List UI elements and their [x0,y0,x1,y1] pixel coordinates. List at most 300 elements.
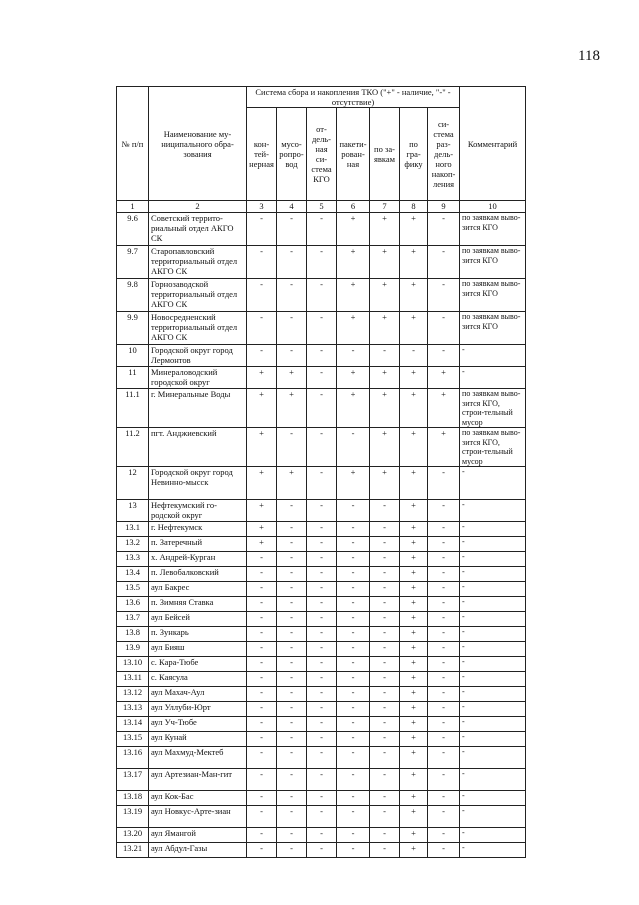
system-flag: + [400,367,428,389]
column-number: 2 [149,201,247,213]
table-row [117,627,526,642]
comment-cell: - [460,345,526,367]
comment-cell: по заявкам выво-зится КГО [460,312,526,345]
system-flag: - [247,769,277,791]
system-flag: - [307,567,337,582]
system-flag: + [400,806,428,828]
table-row [117,213,526,246]
system-flag: - [370,806,400,828]
system-flag: - [277,806,307,828]
system-flag: - [307,345,337,367]
municipality-name: аул Махач-Аул [149,687,247,702]
row-number: 9.8 [117,279,149,312]
system-flag: - [428,312,460,345]
column-numbers-row [117,201,526,213]
system-flag: - [307,552,337,567]
table-row [117,612,526,627]
system-flag: - [428,500,460,522]
municipality-name: п. Зункарь [149,627,247,642]
system-flag: + [370,312,400,345]
column-number: 9 [428,201,460,213]
municipality-name: аул Абдул-Газы [149,843,247,858]
system-flag: - [428,213,460,246]
system-flag: - [277,522,307,537]
row-number: 13.16 [117,747,149,769]
system-flag: + [400,582,428,597]
system-flag: - [277,657,307,672]
system-flag: - [247,642,277,657]
system-flag: - [247,627,277,642]
system-flag: - [370,687,400,702]
municipality-name: Старопавловский территориальный отдел АКГО СК [149,246,247,279]
comment-cell: по заявкам выво-зится КГО [460,213,526,246]
system-flag: + [337,467,370,500]
system-flag: - [247,657,277,672]
system-flag: - [277,791,307,806]
system-flag: - [307,687,337,702]
system-flag: - [277,687,307,702]
system-flag: + [370,246,400,279]
table-row [117,828,526,843]
table-row [117,345,526,367]
comment-cell: - [460,627,526,642]
system-flag: + [400,672,428,687]
system-flag: - [370,597,400,612]
system-flag: - [277,627,307,642]
system-flag: - [428,537,460,552]
municipality-name: г. Нефтекумск [149,522,247,537]
row-number: 13.4 [117,567,149,582]
system-flag: + [400,642,428,657]
comment-cell: - [460,732,526,747]
table-row [117,312,526,345]
system-flag: + [400,702,428,717]
system-flag: - [307,500,337,522]
system-flag: - [370,582,400,597]
municipality-name: Минераловодский городской округ [149,367,247,389]
system-flag: + [337,389,370,428]
municipality-name: Советский террито-риальный отдел АКГО СК [149,213,247,246]
row-number: 13.13 [117,702,149,717]
system-flag: + [400,843,428,858]
row-number: 13.15 [117,732,149,747]
system-flag: - [247,597,277,612]
row-number: 13.14 [117,717,149,732]
row-number: 13.20 [117,828,149,843]
system-flag: - [307,279,337,312]
row-number: 11.2 [117,428,149,467]
system-flag: + [400,717,428,732]
system-flag: - [277,552,307,567]
system-flag: - [428,732,460,747]
table-row [117,732,526,747]
row-number: 13.18 [117,791,149,806]
comment-cell: - [460,582,526,597]
column-number: 5 [307,201,337,213]
system-flag: + [370,279,400,312]
system-flag: - [428,828,460,843]
municipality-name: п. Зимняя Ставка [149,597,247,612]
comment-cell: - [460,791,526,806]
system-flag: - [428,582,460,597]
municipality-name: г. Минеральные Воды [149,389,247,428]
system-flag: - [428,672,460,687]
system-flag: - [370,769,400,791]
system-flag: - [370,657,400,672]
system-flag: - [307,806,337,828]
system-flag: + [337,312,370,345]
system-flag: - [428,687,460,702]
system-flag: - [247,552,277,567]
header-num: № п/п [117,87,149,201]
system-flag: - [247,702,277,717]
system-flag: - [337,627,370,642]
system-flag: - [307,769,337,791]
system-flag: - [337,612,370,627]
comment-cell: - [460,500,526,522]
system-flag: - [277,246,307,279]
system-flag: - [277,769,307,791]
comment-cell: - [460,552,526,567]
column-number: 4 [277,201,307,213]
row-number: 9.9 [117,312,149,345]
system-flag: + [400,828,428,843]
system-flag: + [337,246,370,279]
system-flag: - [337,843,370,858]
system-flag: - [307,717,337,732]
system-flag: - [370,732,400,747]
system-flag: + [277,467,307,500]
header-col-schedule: по гра-фику [400,108,428,201]
system-flag: + [247,537,277,552]
system-flag: + [337,279,370,312]
table-row [117,672,526,687]
system-flag: + [247,367,277,389]
system-flag: + [247,428,277,467]
system-flag: - [307,389,337,428]
system-flag: - [428,467,460,500]
table-row [117,246,526,279]
system-flag: + [400,769,428,791]
system-flag: - [337,642,370,657]
row-number: 13 [117,500,149,522]
column-number: 7 [370,201,400,213]
municipality-name: аул Кунай [149,732,247,747]
table-row [117,522,526,537]
municipality-name: Горнозаводской территориальный отдел АКГО СК [149,279,247,312]
comment-cell: по заявкам выво-зится КГО [460,279,526,312]
system-flag: + [247,522,277,537]
municipality-name: аул Уллуби-Юрт [149,702,247,717]
row-number: 13.11 [117,672,149,687]
system-flag: - [277,672,307,687]
row-number: 13.17 [117,769,149,791]
system-flag: + [400,747,428,769]
system-flag: - [370,702,400,717]
municipality-name: пгт. Анджиевский [149,428,247,467]
row-number: 13.5 [117,582,149,597]
comment-cell: - [460,806,526,828]
system-flag: - [307,828,337,843]
system-flag: - [277,732,307,747]
comment-cell: - [460,747,526,769]
system-flag: - [277,213,307,246]
system-flag: + [400,467,428,500]
system-flag: - [337,702,370,717]
system-flag: + [400,312,428,345]
system-flag: - [337,828,370,843]
system-flag: - [428,843,460,858]
row-number: 13.6 [117,597,149,612]
table-row [117,428,526,467]
column-number: 1 [117,201,149,213]
system-flag: - [307,213,337,246]
header-col-chute: мусо-ропро-вод [277,108,307,201]
municipality-name: Нефтекумский го-родской округ [149,500,247,522]
system-flag: - [370,537,400,552]
system-flag: - [337,769,370,791]
system-flag: - [337,791,370,806]
system-flag: - [277,279,307,312]
system-flag: - [337,522,370,537]
system-flag: + [400,567,428,582]
row-number: 13.19 [117,806,149,828]
system-flag: - [370,828,400,843]
comment-cell: - [460,687,526,702]
system-flag: + [400,597,428,612]
system-flag: + [400,687,428,702]
comment-cell: - [460,537,526,552]
comment-cell: - [460,367,526,389]
system-flag: - [307,522,337,537]
system-flag: - [307,597,337,612]
system-flag: - [307,612,337,627]
system-flag: - [307,312,337,345]
system-flag: - [337,500,370,522]
table-row [117,500,526,522]
system-flag: + [428,428,460,467]
row-number: 13.3 [117,552,149,567]
comment-cell: - [460,717,526,732]
system-flag: - [370,567,400,582]
system-flag: + [247,500,277,522]
system-flag: - [247,843,277,858]
system-flag: + [400,791,428,806]
comment-cell: по заявкам выво-зится КГО, строи-тельный мусор [460,428,526,467]
system-flag: - [277,312,307,345]
system-flag: + [428,389,460,428]
system-flag: - [337,428,370,467]
system-flag: + [400,246,428,279]
system-flag: - [370,552,400,567]
comment-cell: - [460,567,526,582]
system-flag: - [247,687,277,702]
system-flag: - [307,702,337,717]
system-flag: - [428,597,460,612]
system-flag: - [428,246,460,279]
system-flag: - [337,582,370,597]
system-flag: - [428,791,460,806]
system-flag: - [337,806,370,828]
system-flag: - [307,627,337,642]
comment-cell: по заявкам выво-зится КГО, строи-тельный мусор [460,389,526,428]
column-number: 8 [400,201,428,213]
system-flag: - [337,747,370,769]
system-flag: - [247,612,277,627]
municipality-name: аул Бейсей [149,612,247,627]
table-row [117,657,526,672]
municipality-name: аул Артезиан-Ман-гит [149,769,247,791]
system-flag: - [277,843,307,858]
system-flag: - [428,279,460,312]
system-flag: + [337,367,370,389]
header-col-packaged: пакети-рован-ная [337,108,370,201]
system-flag: - [370,522,400,537]
system-flag: - [337,717,370,732]
column-number: 6 [337,201,370,213]
comment-cell: - [460,672,526,687]
table-row [117,702,526,717]
system-flag: - [337,537,370,552]
system-flag: - [277,500,307,522]
system-flag: - [247,828,277,843]
system-flag: - [428,612,460,627]
header-name: Наименование му-ниципального обра-зования [149,87,247,201]
system-flag: + [247,467,277,500]
system-flag: - [277,597,307,612]
system-flag: + [400,389,428,428]
table-row [117,791,526,806]
row-number: 13.12 [117,687,149,702]
system-flag: + [400,627,428,642]
system-flag: + [400,732,428,747]
header-col-separate: си-стема раз-дель-ного накоп-ления [428,108,460,201]
municipality-name: х. Андрей-Курган [149,552,247,567]
system-flag: + [370,213,400,246]
system-flag: - [307,747,337,769]
row-number: 13.9 [117,642,149,657]
system-flag: - [277,642,307,657]
system-flag: - [428,552,460,567]
system-flag: - [307,732,337,747]
system-flag: - [277,612,307,627]
system-flag: + [400,612,428,627]
system-flag: - [337,672,370,687]
municipality-name: аул Уч-Тюбе [149,717,247,732]
comment-cell: - [460,702,526,717]
system-flag: - [370,791,400,806]
system-flag: - [277,828,307,843]
system-flag: + [400,500,428,522]
system-flag: - [370,612,400,627]
system-flag: + [370,467,400,500]
row-number: 13.2 [117,537,149,552]
system-flag: - [307,428,337,467]
system-flag: - [428,806,460,828]
system-flag: - [277,702,307,717]
system-flag: + [400,213,428,246]
system-flag: + [400,428,428,467]
system-flag: - [307,367,337,389]
system-flag: - [370,717,400,732]
system-flag: - [247,806,277,828]
system-flag: - [337,345,370,367]
system-flag: - [337,552,370,567]
system-flag: + [400,657,428,672]
header-col-kgo: от-дель-ная си-стема КГО [307,108,337,201]
system-flag: - [370,345,400,367]
system-flag: - [428,657,460,672]
system-flag: - [400,345,428,367]
system-flag: - [307,582,337,597]
row-number: 13.1 [117,522,149,537]
system-flag: - [307,657,337,672]
system-flag: - [247,279,277,312]
system-flag: - [428,747,460,769]
header-col-on-request: по за-явкам [370,108,400,201]
system-flag: - [307,537,337,552]
system-flag: - [247,717,277,732]
comment-cell: - [460,522,526,537]
table-row [117,843,526,858]
system-flag: - [247,312,277,345]
system-flag: - [307,843,337,858]
municipality-name: Новосредненский территориальный отдел АКГО СК [149,312,247,345]
row-number: 13.7 [117,612,149,627]
system-flag: - [337,657,370,672]
municipality-name: аул Бакрес [149,582,247,597]
row-number: 9.7 [117,246,149,279]
tko-table [116,86,526,858]
system-flag: - [370,843,400,858]
system-flag: - [307,791,337,806]
table-row [117,769,526,791]
system-flag: + [370,389,400,428]
table-row [117,687,526,702]
table-row [117,567,526,582]
system-flag: - [277,428,307,467]
row-number: 13.8 [117,627,149,642]
system-flag: + [400,522,428,537]
comment-cell: - [460,657,526,672]
table-row [117,467,526,500]
page-number: 118 [578,48,600,64]
system-flag: - [428,522,460,537]
header-comment: Комментарий [460,87,526,201]
comment-cell: - [460,467,526,500]
municipality-name: аул Новкус-Арте-зиан [149,806,247,828]
municipality-name: с. Каясула [149,672,247,687]
system-flag: - [428,642,460,657]
table-row [117,279,526,312]
system-flag: - [307,246,337,279]
system-flag: - [247,732,277,747]
table-row [117,717,526,732]
system-flag: - [247,246,277,279]
system-flag: - [428,567,460,582]
system-flag: - [277,567,307,582]
system-flag: - [337,597,370,612]
comment-cell: - [460,642,526,657]
system-flag: - [247,213,277,246]
comment-cell: - [460,769,526,791]
municipality-name: аул Махмуд-Мектеб [149,747,247,769]
system-flag: + [400,552,428,567]
municipality-name: аул Кок-Бас [149,791,247,806]
table-row [117,537,526,552]
comment-cell: - [460,612,526,627]
municipality-name: Городской округ город Лермонтов [149,345,247,367]
